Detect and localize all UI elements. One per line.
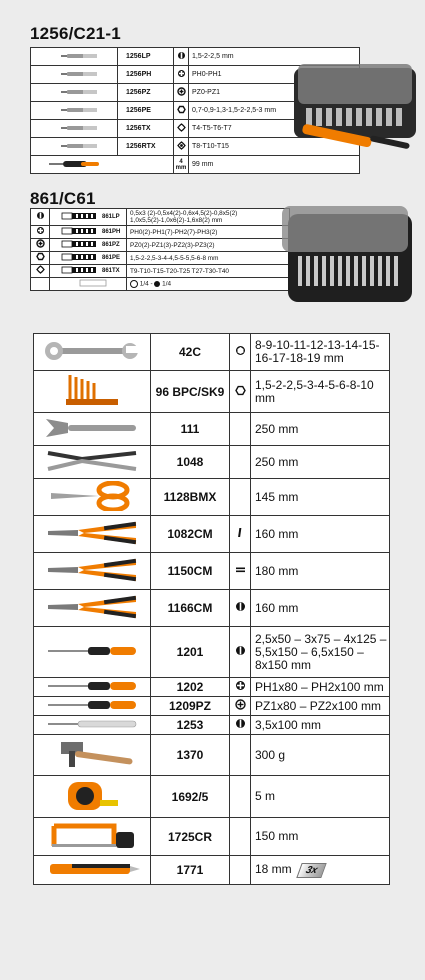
pozidriv-icon bbox=[177, 87, 186, 99]
catalog-page bbox=[12, 0, 420, 980]
bit-desc: T8-T10-T15 bbox=[189, 138, 360, 156]
tool-code: 1201 bbox=[151, 627, 230, 678]
bit-desc: 1,5-2-2,5 mm bbox=[189, 48, 360, 66]
pliers-image bbox=[44, 518, 140, 551]
tape-image bbox=[62, 776, 122, 817]
hex-icon bbox=[36, 252, 45, 264]
bit-code: 861PH bbox=[102, 228, 121, 235]
bit-row bbox=[31, 209, 290, 226]
tool-code: 1370 bbox=[151, 735, 230, 776]
pliers-image bbox=[44, 592, 140, 625]
bit-desc: PZ0(2)-PZ1(3)-PZ2(3)-PZ3(2) bbox=[127, 239, 290, 252]
bit-code: 1256TX bbox=[118, 120, 174, 138]
adapter-desc bbox=[127, 278, 290, 291]
tool-code: 1202 bbox=[151, 678, 230, 697]
tool-code: 1725CR bbox=[151, 818, 230, 856]
tool-row bbox=[34, 678, 390, 697]
handle-size: 4 mm bbox=[174, 156, 189, 174]
bit-case-photo-861 bbox=[274, 200, 422, 310]
tool-row bbox=[34, 590, 390, 627]
pozidriv-icon bbox=[235, 699, 246, 713]
hex-icon bbox=[177, 105, 186, 117]
tool-desc: 8-9-10-11-12-13-14-15-16-17-18-19 mm bbox=[255, 338, 380, 365]
tool-desc: 300 g bbox=[255, 747, 286, 762]
bit-image bbox=[31, 66, 118, 84]
tool-row bbox=[34, 818, 390, 856]
tool-desc: 160 mm bbox=[255, 526, 299, 541]
phillips-icon bbox=[36, 226, 45, 238]
wrench-image bbox=[42, 340, 142, 365]
bit-image bbox=[50, 226, 110, 238]
tool-row bbox=[34, 716, 390, 735]
hammer-image bbox=[47, 739, 137, 772]
section-title-1256: 1256/C21-1 bbox=[30, 24, 121, 43]
bit-desc: 0,7-0,9-1,3-1,5-2-2,5-3 mm bbox=[189, 102, 360, 120]
bit-desc: PH0-PH1 bbox=[189, 66, 360, 84]
scissors-image bbox=[47, 481, 137, 514]
tool-code: 1128BMX bbox=[151, 479, 230, 516]
handle-length: 99 mm bbox=[189, 156, 360, 174]
bit-code: 1256PH bbox=[118, 66, 174, 84]
bit-row bbox=[31, 252, 290, 265]
adapter-size-b: 1/4 bbox=[162, 280, 172, 288]
bit-desc: T9-T10-T15-T20-T25 T27-T30-T40 bbox=[127, 265, 290, 278]
phillips-icon bbox=[235, 680, 246, 694]
tool-desc: 160 mm bbox=[255, 600, 299, 615]
bit-image bbox=[31, 102, 118, 120]
screwdriver-image bbox=[44, 699, 140, 714]
tool-desc: 18 mm bbox=[255, 861, 292, 876]
tool-list-table bbox=[33, 333, 390, 885]
bit-code: 861LP bbox=[102, 213, 120, 220]
tool-desc: 1,5-2-2,5-3-4-5-6-8-10 mm bbox=[255, 377, 374, 405]
bit-row bbox=[31, 265, 290, 278]
bit-image bbox=[31, 120, 118, 138]
tool-code: 1150CM bbox=[151, 553, 230, 590]
tool-code: 1253 bbox=[151, 716, 230, 735]
bit-row bbox=[31, 226, 290, 239]
phillips-icon bbox=[177, 69, 186, 81]
adapter-size-a: 1/4 bbox=[139, 280, 149, 288]
combination-pliers-icon bbox=[235, 564, 246, 578]
flat-slot-icon bbox=[235, 718, 246, 732]
hacksaw-image bbox=[44, 818, 140, 855]
bit-image bbox=[50, 265, 110, 277]
tool-row bbox=[34, 371, 390, 413]
waterpump-image bbox=[42, 447, 142, 478]
diagonal-cut-icon bbox=[235, 527, 246, 541]
tool-code: 111 bbox=[151, 413, 230, 446]
tool-row bbox=[34, 334, 390, 371]
tool-row bbox=[34, 446, 390, 479]
bit-image bbox=[31, 48, 118, 66]
bit-set-table-861 bbox=[30, 208, 290, 291]
flat-slot-icon bbox=[235, 601, 246, 615]
bit-code: 861PE bbox=[102, 254, 121, 261]
tool-desc: 145 mm bbox=[255, 489, 299, 504]
bit-case-photo-1256 bbox=[284, 58, 424, 168]
tool-desc: PH1x80 – PH2x100 mm bbox=[255, 679, 384, 694]
bit-desc: 1,5-2-2,5-3-4-4,5-5-5,5-6-8 mm bbox=[127, 252, 290, 265]
tool-row bbox=[34, 856, 390, 885]
tool-desc: 180 mm bbox=[255, 563, 299, 578]
tool-code: 1771 bbox=[151, 856, 230, 885]
tool-desc: 150 mm bbox=[255, 829, 299, 843]
bit-desc: PZ0-PZ1 bbox=[189, 84, 360, 102]
quantity-badge: 3x bbox=[296, 863, 327, 878]
cutter-image bbox=[42, 859, 142, 882]
bit-row bbox=[31, 239, 290, 252]
tool-code: 1692/5 bbox=[151, 776, 230, 818]
tool-row bbox=[34, 776, 390, 818]
tool-row bbox=[34, 553, 390, 590]
tool-row bbox=[34, 627, 390, 678]
flat-slot-icon bbox=[235, 645, 246, 659]
tool-desc: PZ1x80 – PZ2x100 mm bbox=[255, 698, 382, 713]
tool-desc: 2,5x50 – 3x75 – 4x125 – 5,5x150 – 6,5x150 – 8x150 mm bbox=[255, 631, 387, 672]
tool-row bbox=[34, 413, 390, 446]
screwdriver-image bbox=[44, 645, 140, 660]
tester-image bbox=[44, 718, 140, 732]
socket-open-icon bbox=[130, 280, 138, 288]
tool-desc: 3,5x100 mm bbox=[255, 717, 322, 732]
socket-solid-icon bbox=[154, 281, 160, 287]
bit-code: 861TX bbox=[102, 267, 120, 274]
tool-desc: 250 mm bbox=[255, 454, 299, 469]
pozidriv-icon bbox=[36, 239, 45, 251]
bit-code: 1256PE bbox=[118, 102, 174, 120]
section-title-861: 861/C61 bbox=[30, 189, 96, 208]
bit-code: 861PZ bbox=[102, 241, 120, 248]
combination-icon bbox=[235, 345, 246, 359]
handle-image bbox=[31, 156, 174, 174]
bit-code: 1256RTX bbox=[118, 138, 174, 156]
screwdriver-image bbox=[44, 680, 140, 695]
tool-desc: 5 m bbox=[255, 789, 276, 803]
tool-row bbox=[34, 479, 390, 516]
torx-icon bbox=[36, 265, 45, 277]
adapter-sep: - bbox=[150, 280, 153, 288]
bit-code: 1256PZ bbox=[118, 84, 174, 102]
bit-desc: T4-T5-T6-T7 bbox=[189, 120, 360, 138]
tool-code: 42C bbox=[151, 334, 230, 371]
adjustable-image bbox=[42, 415, 142, 444]
bit-desc: 0,5x3 (2)-0,5x4(2)-0,6x4,5(2)-0,8x5(2) 1,0x5,5(2)-1,0x6(2)-1,6x8(2) mm bbox=[127, 209, 290, 226]
flat-slot-icon bbox=[177, 51, 186, 63]
flat-slot-icon bbox=[36, 211, 45, 223]
bit-image bbox=[31, 138, 118, 156]
hex-icon bbox=[235, 385, 246, 399]
tool-row bbox=[34, 735, 390, 776]
tool-code: 1166CM bbox=[151, 590, 230, 627]
tool-code: 1048 bbox=[151, 446, 230, 479]
tool-row bbox=[34, 516, 390, 553]
tool-row bbox=[34, 697, 390, 716]
torx-tamper-icon bbox=[177, 141, 186, 153]
adapter-image bbox=[50, 278, 127, 291]
pliers-image bbox=[44, 555, 140, 588]
bit-code: 1256LP bbox=[118, 48, 174, 66]
tool-code: 1209PZ bbox=[151, 697, 230, 716]
tool-desc: 250 mm bbox=[255, 421, 299, 436]
bit-image bbox=[31, 84, 118, 102]
tool-code: 1082CM bbox=[151, 516, 230, 553]
hexkeys-image bbox=[62, 371, 122, 412]
bit-image bbox=[50, 211, 110, 223]
torx-icon bbox=[177, 123, 186, 135]
bit-image bbox=[50, 252, 110, 264]
bit-desc: PH0(2)-PH1(7)-PH2(7)-PH3(2) bbox=[127, 226, 290, 239]
tool-code: 96 BPC/SK9 bbox=[151, 371, 230, 413]
bit-image bbox=[50, 239, 110, 251]
adapter-row bbox=[31, 278, 290, 291]
